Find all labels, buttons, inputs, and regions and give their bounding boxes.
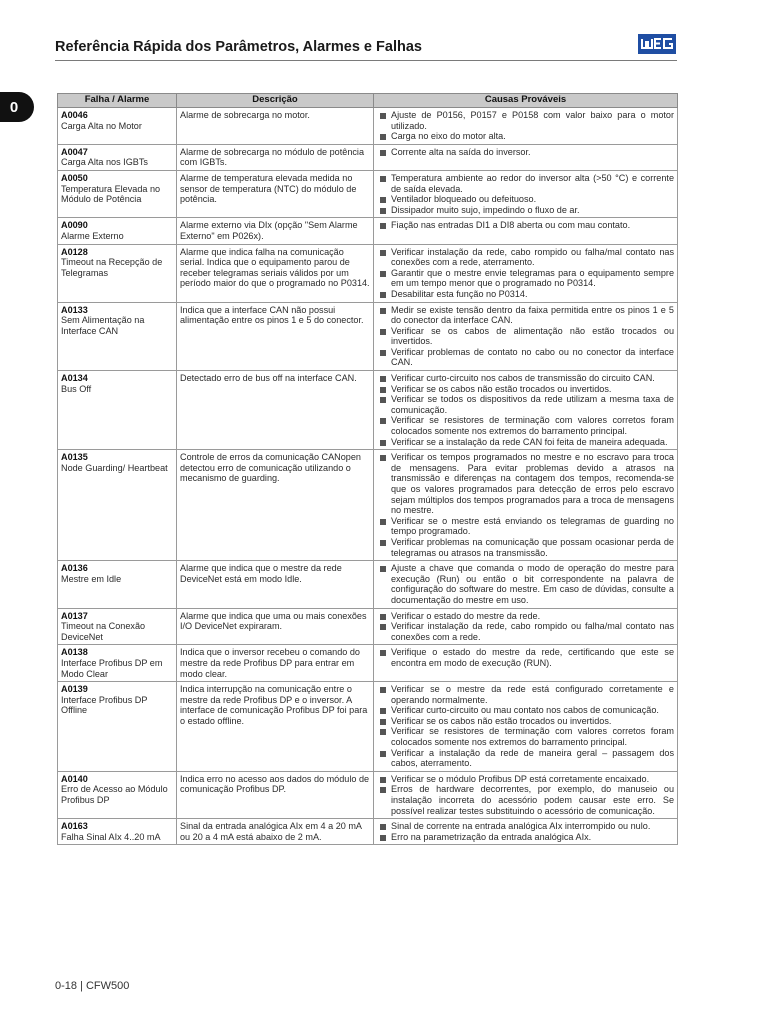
cause-item: Verifique o estado do mestre da rede, certificando que este se encontra em modo de execução (RUN).: [377, 647, 674, 668]
causes-list: [377, 220, 674, 231]
description-cell: [177, 682, 374, 772]
description-cell: [177, 608, 374, 645]
causes-list: [377, 173, 674, 215]
table-row: [58, 170, 678, 217]
description-cell: [177, 450, 374, 561]
causes-cell: [374, 645, 678, 682]
fault-description: Indica interrupção na comunicação entre o mestre da rede Profibus DP e o inversor. A interface de comunicação Profibus DP foi para o estado offline.: [180, 684, 368, 726]
description-cell: [177, 170, 374, 217]
fault-name: Erro de Acesso ao Módulo Profibus DP: [61, 784, 168, 806]
fault-description: Indica que o inversor recebeu o comando do mestre da rede Profibus DP para entrar em modo clear.: [180, 647, 360, 679]
cause-item: Verificar curto-circuito ou mau contato nos cabos de comunicação.: [377, 705, 674, 716]
causes-list: [377, 821, 674, 842]
column-header-fault: Falha / Alarme: [58, 94, 177, 108]
fault-code: A0140: [61, 773, 88, 784]
description-cell: [177, 144, 374, 170]
fault-name: Timeout na Conexão DeviceNet: [61, 621, 146, 642]
cause-item: Carga no eixo do motor alta.: [377, 131, 674, 142]
causes-cell: [374, 302, 678, 371]
fault-cell: [58, 108, 177, 145]
causes-list: [377, 774, 674, 816]
fault-code: A0135: [61, 452, 88, 463]
table-row: [58, 771, 678, 818]
fault-description: Sinal da entrada analógica AIx em 4 a 20 mA ou 20 a 4 mA está abaixo de 2 mA.: [180, 821, 362, 842]
causes-list: [377, 305, 674, 369]
description-cell: [177, 302, 374, 371]
fault-description: Alarme que indica falha na comunicação serial. Indica que o equipamento parou de receber telegramas seriais válidos por um período maior do que o programado no P0314.: [180, 246, 370, 289]
description-cell: [177, 819, 374, 845]
cause-item: Erros de hardware decorrentes, por exemplo, do manuseio ou instalação incorreta do acessório podem causar este erro. Se possível realizar testes substituindo o acessório de comunicação.: [377, 784, 674, 816]
fault-description: Alarme que indica que uma ou mais conexões I/O DeviceNet expiraram.: [180, 610, 367, 632]
cause-item: Verificar se os cabos não estão trocados ou invertidos.: [377, 716, 674, 727]
column-header-causes: Causas Prováveis: [374, 94, 678, 108]
cause-item: Ajuste de P0156, P0157 e P0158 com valor baixo para o motor utilizado.: [377, 110, 674, 131]
cause-item: Medir se existe tensão dentro da faixa permitida entre os pinos 1 e 5 do conector da interface CAN.: [377, 305, 674, 326]
fault-name: Mestre em Idle: [61, 573, 122, 584]
causes-list: [377, 452, 674, 558]
causes-cell: [374, 144, 678, 170]
causes-cell: [374, 771, 678, 818]
fault-description: Alarme que indica que o mestre da rede DeviceNet está em modo Idle.: [180, 563, 342, 584]
fault-name: Falha Sinal AIx 4..20 mA: [61, 831, 161, 842]
cause-item: Verificar se a instalação da rede CAN foi feita de maneira adequada.: [377, 437, 674, 448]
fault-cell: [58, 244, 177, 302]
fault-name: Temperatura Elevada no Módulo de Potência: [61, 183, 161, 205]
fault-description: Indica que a interface CAN não possui alimentação entre os pinos 1 e 5 do conector.: [180, 304, 364, 326]
fault-code: A0139: [61, 684, 88, 695]
fault-code: A0137: [61, 610, 88, 621]
fault-description: Indica erro no acesso aos dados do módulo de comunicação Profibus DP.: [180, 773, 370, 795]
cause-item: Verificar a instalação da rede de maneira geral – passagem dos cabos, aterramento.: [377, 748, 674, 769]
causes-cell: [374, 682, 678, 772]
table-row: [58, 608, 678, 645]
fault-cell: [58, 645, 177, 682]
fault-code: A0050: [61, 172, 88, 183]
fault-code: A0134: [61, 373, 88, 384]
cause-item: Fiação nas entradas DI1 a DI8 aberta ou com mau contato.: [377, 220, 674, 231]
cause-item: Verificar se o módulo Profibus DP está corretamente encaixado.: [377, 774, 674, 785]
table-row: [58, 682, 678, 772]
page-title: Referência Rápida dos Parâmetros, Alarmes e Falhas: [55, 39, 422, 55]
cause-item: Temperatura ambiente ao redor do inversor alta (>50 °C) e corrente de saída elevada.: [377, 173, 674, 194]
fault-cell: [58, 561, 177, 608]
causes-cell: [374, 450, 678, 561]
causes-list: [377, 247, 674, 300]
cause-item: Verificar se o mestre está enviando os telegramas de guarding no tempo programado.: [377, 516, 674, 537]
fault-description: Alarme de sobrecarga no motor.: [180, 110, 310, 120]
cause-item: Verificar se os cabos não estão trocados ou invertidos.: [377, 384, 674, 395]
cause-item: Verificar se o mestre da rede está configurado corretamente e operando normalmente.: [377, 684, 674, 705]
fault-name: Alarme Externo: [61, 230, 124, 241]
fault-code: A0163: [61, 821, 88, 832]
causes-list: [377, 110, 674, 142]
fault-cell: [58, 819, 177, 845]
fault-cell: [58, 302, 177, 371]
fault-cell: [58, 170, 177, 217]
cause-item: Sinal de corrente na entrada analógica AIx interrompido ou nulo.: [377, 821, 674, 832]
causes-list: [377, 611, 674, 643]
causes-cell: [374, 371, 678, 450]
table-row: [58, 561, 678, 608]
causes-cell: [374, 819, 678, 845]
cause-item: Garantir que o mestre envie telegramas para o equipamento sempre em um tempo menor que o programado no P0314.: [377, 268, 674, 289]
chapter-tab: 0: [0, 92, 34, 122]
fault-name: Sem Alimentação na Interface CAN: [61, 315, 145, 336]
fault-description: Detectado erro de bus off na interface CAN.: [180, 373, 357, 384]
fault-code: A0090: [61, 220, 88, 231]
cause-item: Verificar problemas de contato no cabo ou no conector da interface CAN.: [377, 347, 674, 368]
fault-description: Controle de erros da comunicação CANopen detectou erro de comunicação utilizando o mecanismo de guarding.: [180, 452, 361, 484]
cause-item: Verificar se resistores de terminação com valores corretos foram colocados somente nos extremos do barramento principal.: [377, 415, 674, 436]
page-footer: 0-18 | CFW500: [55, 980, 130, 992]
fault-description: Alarme de sobrecarga no módulo de potência com IGBTs.: [180, 146, 365, 168]
causes-list: [377, 647, 674, 668]
table-row: [58, 450, 678, 561]
cause-item: Corrente alta na saída do inversor.: [377, 147, 674, 158]
description-cell: [177, 218, 374, 244]
cause-item: Verificar se os cabos de alimentação não estão trocados ou invertidos.: [377, 326, 674, 347]
causes-list: [377, 684, 674, 769]
description-cell: [177, 371, 374, 450]
table-row: [58, 371, 678, 450]
table-row: [58, 108, 678, 145]
description-cell: [177, 244, 374, 302]
table-row: [58, 144, 678, 170]
fault-code: A0138: [61, 647, 88, 658]
cause-item: Verificar curto-circuito nos cabos de transmissão do circuito CAN.: [377, 373, 674, 384]
table-body: [58, 108, 678, 845]
cause-item: Verificar os tempos programados no mestre e no escravo para troca de mensagens. Para evitar problemas devido a atrasos na transmissão e diferenças na contagem dos tempos, recomenda-se que os valores programados para detecção de erros pelo escravo sejam múltiplos dos tempos programados para a troca de mensagens no mestre.: [377, 452, 674, 516]
fault-name: Bus Off: [61, 383, 92, 394]
fault-cell: [58, 144, 177, 170]
causes-list: [377, 373, 674, 447]
fault-name: Interface Profibus DP Offline: [61, 694, 148, 716]
cause-item: Desabilitar esta função no P0314.: [377, 289, 674, 300]
cause-item: Verificar se resistores de terminação com valores corretos foram colocados somente nos extremos do barramento principal.: [377, 726, 674, 747]
fault-description: Alarme de temperatura elevada medida no sensor de temperatura (NTC) do módulo de potência.: [180, 172, 357, 205]
cause-item: Ajuste a chave que comanda o modo de operação do mestre para execução (Run) ou então o bit correspondente na palavra de configuração do software do mestre. Em caso de dúvidas, consulte a documentação do mestre em uso.: [377, 563, 674, 605]
description-cell: [177, 108, 374, 145]
description-cell: [177, 561, 374, 608]
fault-name: Node Guarding/ Heartbeat: [61, 462, 168, 473]
fault-cell: [58, 608, 177, 645]
cause-item: Verificar instalação da rede, cabo rompido ou falha/mal contato nas conexões com a rede, aterramento.: [377, 247, 674, 268]
causes-cell: [374, 244, 678, 302]
fault-cell: [58, 371, 177, 450]
causes-cell: [374, 561, 678, 608]
table-row: [58, 819, 678, 845]
table-header-row: [58, 94, 678, 108]
cause-item: Verificar instalação da rede, cabo rompido ou falha/mal contato nas conexões com a rede.: [377, 621, 674, 642]
fault-cell: [58, 771, 177, 818]
cause-item: Verificar o estado do mestre da rede.: [377, 611, 674, 622]
fault-cell: [58, 450, 177, 561]
causes-cell: [374, 608, 678, 645]
causes-cell: [374, 108, 678, 145]
description-cell: [177, 645, 374, 682]
table-row: [58, 645, 678, 682]
causes-list: [377, 563, 674, 605]
fault-cell: [58, 218, 177, 244]
table-row: [58, 302, 678, 371]
causes-cell: [374, 218, 678, 244]
weg-logo: [638, 34, 676, 54]
fault-cell: [58, 682, 177, 772]
column-header-description: Descrição: [177, 94, 374, 108]
fault-name: Timeout na Recepção de Telegramas: [61, 257, 163, 278]
cause-item: Dissipador muito sujo, impedindo o fluxo de ar.: [377, 205, 674, 216]
cause-item: Verificar problemas na comunicação que possam ocasionar perda de telegramas ou atrasos na transmissão.: [377, 537, 674, 558]
causes-list: [377, 147, 674, 158]
cause-item: Verificar se todos os dispositivos da rede utilizam a mesma taxa de comunicação.: [377, 394, 674, 415]
table-row: [58, 218, 678, 244]
fault-code: A0128: [61, 246, 88, 257]
table-row: [58, 244, 678, 302]
fault-name: Carga Alta no Motor: [61, 120, 142, 131]
fault-code: A0046: [61, 110, 88, 120]
faults-table: [57, 93, 678, 845]
cause-item: Erro na parametrização da entrada analógica AIx.: [377, 832, 674, 843]
causes-cell: [374, 170, 678, 217]
fault-name: Interface Profibus DP em Modo Clear: [61, 657, 163, 679]
description-cell: [177, 771, 374, 818]
fault-code: A0136: [61, 563, 88, 574]
fault-code: A0047: [61, 146, 88, 157]
cause-item: Ventilador bloqueado ou defeituoso.: [377, 194, 674, 205]
fault-code: A0133: [61, 304, 88, 315]
fault-description: Alarme externo via DIx (opção "Sem Alarme Externo" em P026x).: [180, 220, 358, 241]
header-divider: [55, 60, 677, 61]
fault-name: Carga Alta nos IGBTs: [61, 157, 148, 168]
